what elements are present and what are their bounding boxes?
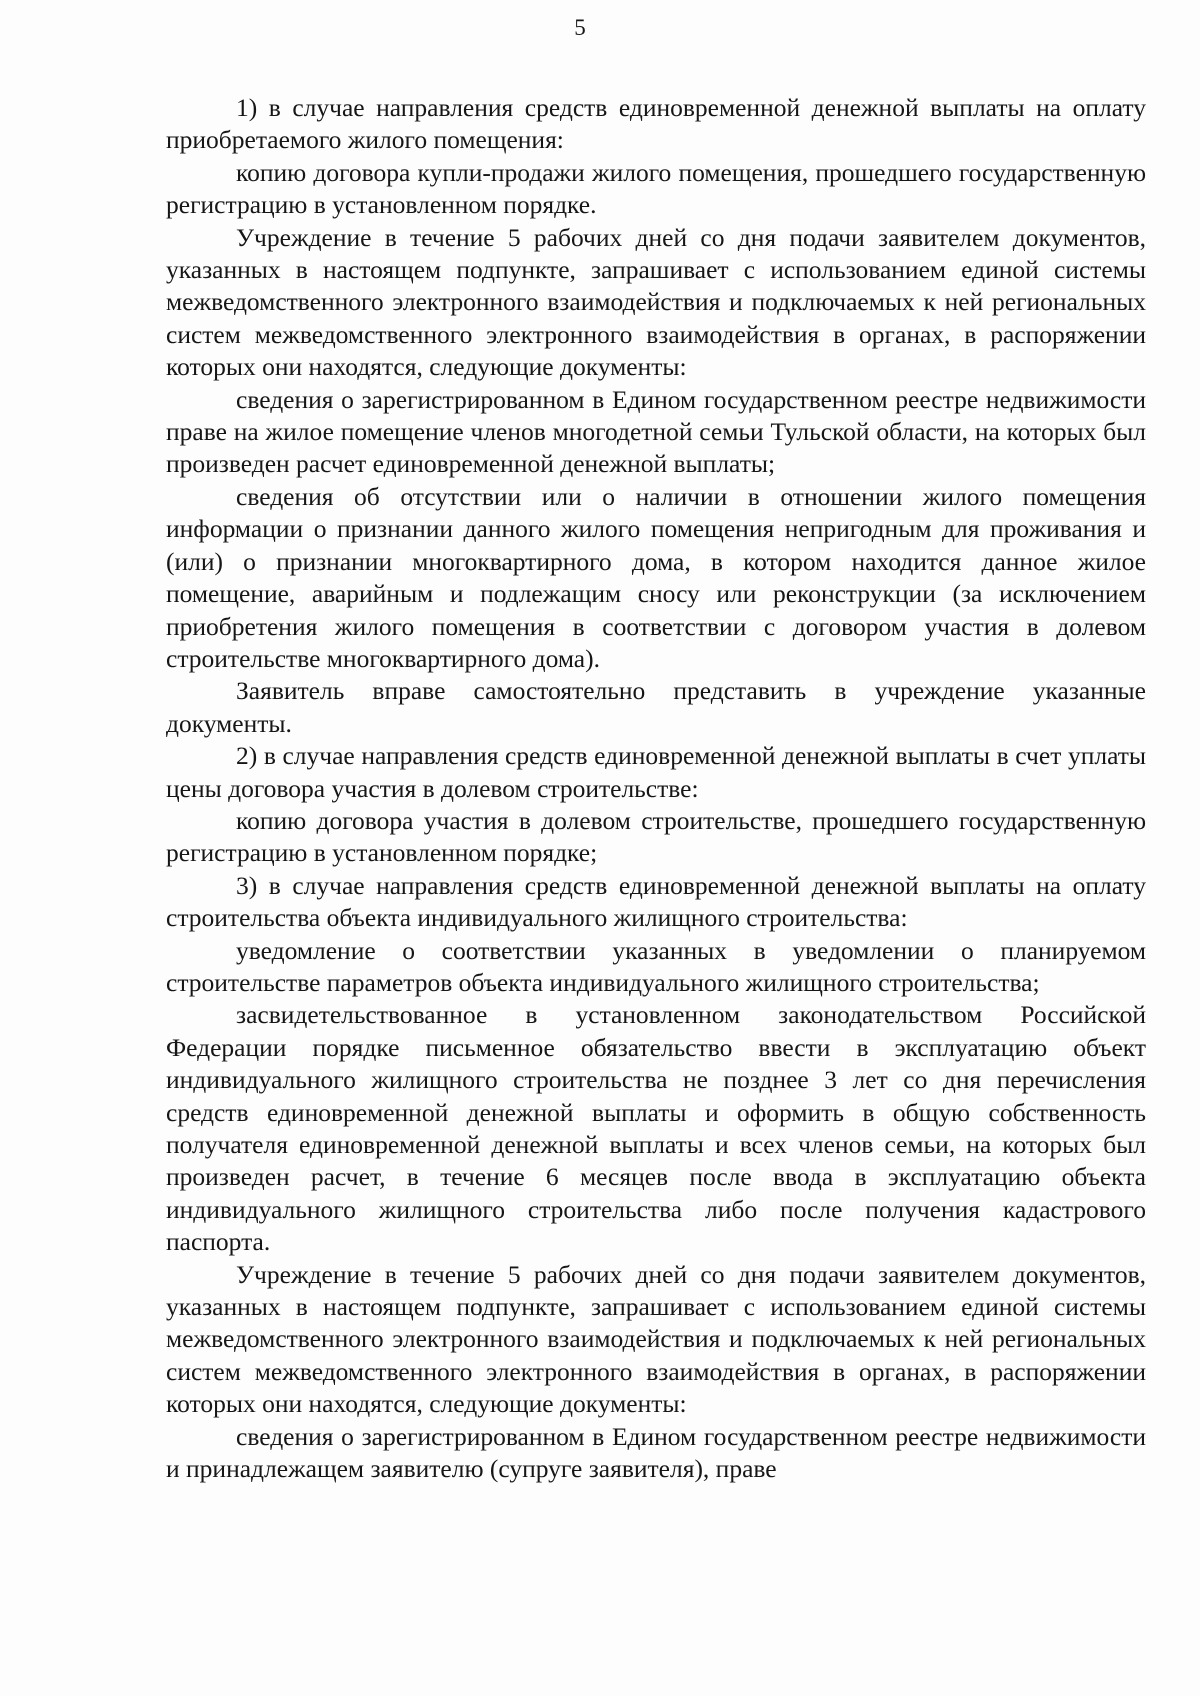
paragraph-2-shared-construction: 2) в случае направления средств единовременной денежной выплаты в счет уплаты цены договора участия в долевом строительстве: (166, 741, 1146, 803)
paragraph-registry-info: сведения о зарегистрированном в Едином государственном реестре недвижимости праве на жилое помещение членов многодетной семьи Тульской области, на которых был произведен расчет единовременной денежной выплаты; (166, 384, 1146, 479)
paragraph-3-individual-construction: 3) в случае направления средств единовременной денежной выплаты на оплату строительства объекта индивидуального жилищного строительства: (166, 870, 1146, 933)
paragraph-written-obligation: засвидетельствованное в установленном законодательством Российской Федерации порядке письменное обязательство ввести в эксплуатацию объект индивидуального жилищного строительства не позднее 3 лет со дня перечисления средств единовременной денежной выплаты и оформить в общую собственность получателя единовременной денежной выплаты и всех членов семьи, на которых был произведен расчет, в течение 6 месяцев после ввода в эксплуатацию объекта индивидуального жилищного строительства либо после получения кадастрового паспорта. (166, 1000, 1146, 1257)
paragraph-institution-request: Учреждение в течение 5 рабочих дней со дня подачи заявителем документов, указанных в настоящем подпункте, запрашивает с использованием единой системы межведомственного электронного взаимодействия и подключаемых к ней региональных систем межведомственного электронного взаимодействия в органах, в распоряжении которых они находятся, следующие документы: (166, 222, 1146, 382)
paragraph-shared-contract-copy: копию договора участия в долевом строительстве, прошедшего государственную регистрацию в установленном порядке; (166, 805, 1146, 868)
paragraph-contract-copy: копию договора купли-продажи жилого помещения, прошедшего государственную регистрацию в установленном порядке. (166, 157, 1146, 220)
paragraph-applicant-right: Заявитель вправе самостоятельно представить в учреждение указанные документы. (166, 676, 1146, 738)
paragraph-unfit-housing-info: сведения об отсутствии или о наличии в отношении жилого помещения информации о признании данного жилого помещения непригодным для проживания и (или) о признании многоквартирного дома, в котором находится данное жилое помещение, аварийным и подлежащим сносу или реконструкции (за исключением приобретения жилого помещения в соответствии с договором участия в долевом строительстве многоквартирного дома). (166, 481, 1146, 673)
paragraph-1-intro: 1) в случае направления средств единовременной денежной выплаты на оплату приобретаемого жилого помещения: (166, 93, 1146, 155)
paragraph-institution-request-2: Учреждение в течение 5 рабочих дней со дня подачи заявителем документов, указанных в настоящем подпункте, запрашивает с использованием единой системы межведомственного электронного взаимодействия и подключаемых к ней региональных систем межведомственного электронного взаимодействия в органах, в распоряжении которых они находятся, следующие документы: (166, 1259, 1146, 1419)
document-body (166, 92, 1146, 1485)
page-number: 5 (574, 15, 586, 40)
paragraph-notice-compliance: уведомление о соответствии указанных в уведомлении о планируемом строительстве параметров объекта индивидуального жилищного строительства; (166, 935, 1146, 997)
paragraph-registry-info-2: сведения о зарегистрированном в Едином государственном реестре недвижимости и принадлежащем заявителю (супруге заявителя), праве (166, 1421, 1146, 1484)
